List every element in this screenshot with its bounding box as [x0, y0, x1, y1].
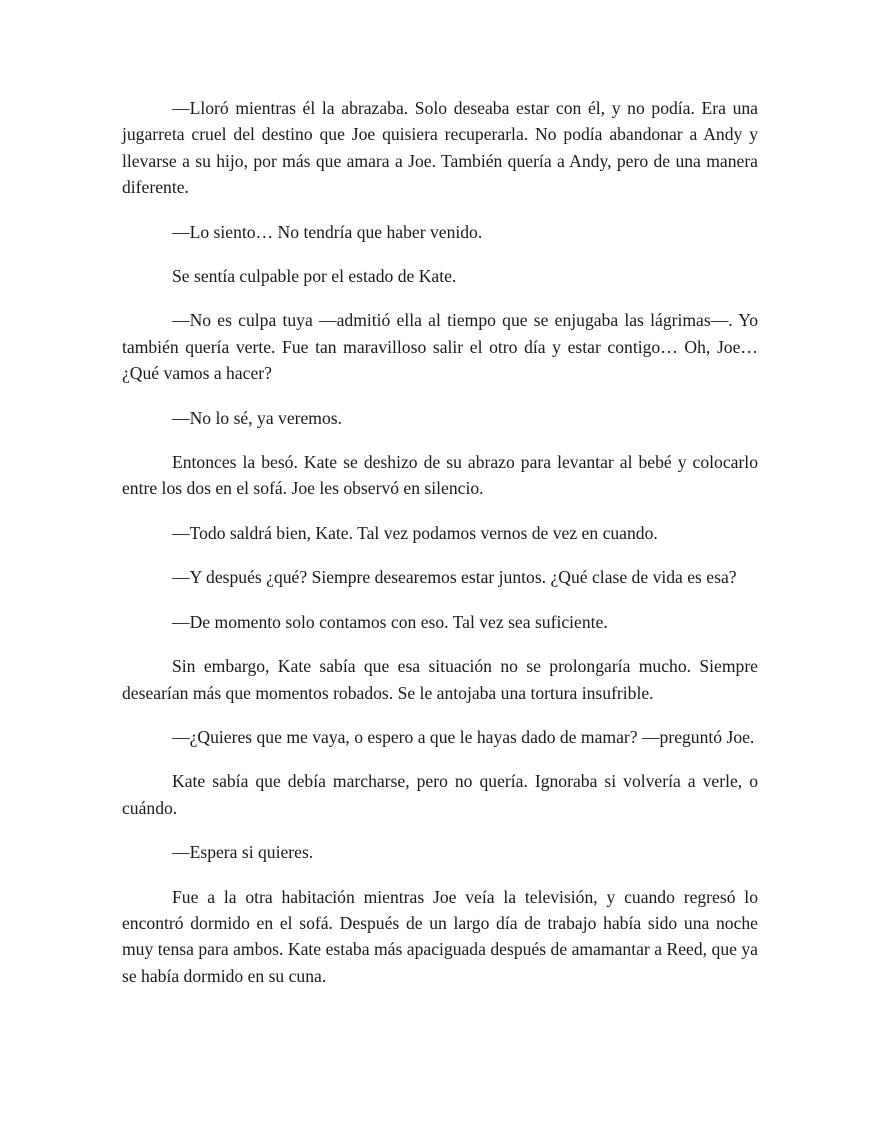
- paragraph: Kate sabía que debía marcharse, pero no quería. Ignoraba si volvería a verle, o cuándo.: [122, 771, 758, 818]
- paragraph: Fue a la otra habitación mientras Joe veía la televisión, y cuando regresó lo encontró dormido en el sofá. Después de un largo día de trabajo había sido una noche muy tensa para ambos. Kate estaba más apaciguada después de amamantar a Reed, que ya se había dormido en su cuna.: [122, 886, 758, 986]
- paragraph: —No es culpa tuya —admitió ella al tiempo que se enjugaba las lágrimas—. Yo también quería verte. Fue tan maravilloso salir el otro día y estar contigo… Oh, Joe… ¿Qué vamos a hacer?: [122, 310, 758, 384]
- paragraph: —Todo saldrá bien, Kate. Tal vez podamos vernos de vez en cuando.: [172, 522, 658, 543]
- paragraph: —Lloró mientras él la abrazaba. Solo deseaba estar con él, y no podía. Era una jugarreta cruel del destino que Joe quisiera recuperarla. No podía abandonar a Andy y llevarse a su hijo, por más que amara a Joe. También quería a Andy, pero de una manera diferente.: [122, 98, 758, 198]
- paragraph: —Lo siento… No tendría que haber venido.: [172, 221, 483, 242]
- document-page: [122, 95, 758, 1007]
- paragraph: Sin embargo, Kate sabía que esa situación no se prolongaría mucho. Siempre desearían más que momentos robados. Se le antojaba una tortura insufrible.: [122, 656, 758, 703]
- paragraph: —¿Quieres que me vaya, o espero a que le hayas dado de mamar? —preguntó Joe.: [172, 726, 755, 747]
- paragraph: —No lo sé, ya veremos.: [172, 407, 343, 428]
- paragraph: Se sentía culpable por el estado de Kate.: [172, 266, 457, 287]
- paragraph: —Espera si quieres.: [172, 842, 314, 863]
- paragraph: —Y después ¿qué? Siempre desearemos estar juntos. ¿Qué clase de vida es esa?: [172, 567, 737, 588]
- paragraph: Entonces la besó. Kate se deshizo de su abrazo para levantar al bebé y colocarlo entre los dos en el sofá. Joe les observó en silencio.: [122, 452, 758, 499]
- paragraph: —De momento solo contamos con eso. Tal vez sea suficiente.: [172, 611, 608, 632]
